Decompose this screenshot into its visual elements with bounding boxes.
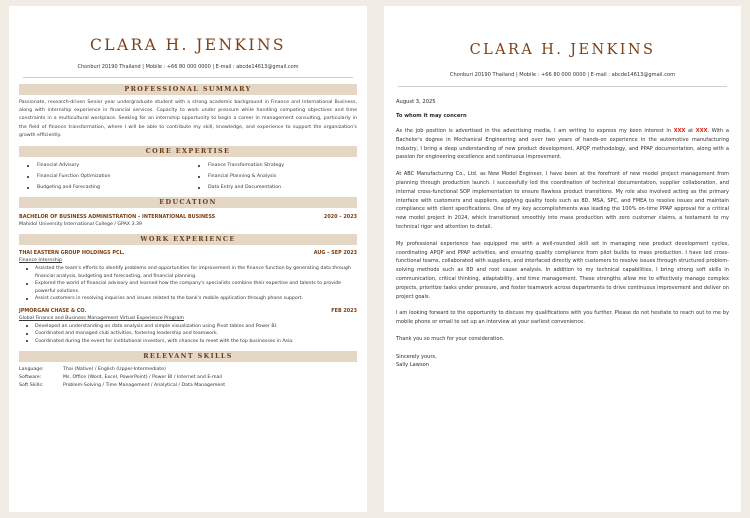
job-bullet: Coordinated during the event for institutional investors, with chances to meet with the top businesses in Asia. xyxy=(25,338,357,346)
resume-contact: Chonburi 20190 Thailand | Mobile : +66 80 000 0000 | E-mail : abcde14613@gmail.com xyxy=(23,64,353,78)
letter-greeting: To whom it may concern xyxy=(396,113,467,119)
job-bullet: Coordinated and managed club activities, fostering leadership and teamwork. xyxy=(25,330,357,338)
job-bullet: Assisted the team's efforts to identify problems and opportunities for improvement in the finance function by generating data through financial analysis, budgeting and forecasting, and financial planning. xyxy=(25,265,357,280)
job-entry xyxy=(19,308,357,346)
core-item: Data Entry and Documentation xyxy=(196,184,357,191)
education-line xyxy=(19,214,357,221)
job-date: FEB 2023 xyxy=(331,307,357,314)
job-bullet: Assist customers in resolving inquiries and issues related to the bank's mobile application through phone support. xyxy=(25,295,357,303)
job-entry xyxy=(19,250,357,303)
cover-name: CLARA H. JENKINS xyxy=(469,42,656,58)
job-bullets xyxy=(25,265,357,303)
skill-value: Thai (Native) / English (Upper-Intermediate) xyxy=(63,367,166,373)
skill-row xyxy=(19,374,357,382)
education-heading: EDUCATION xyxy=(19,197,357,208)
resume-name: CLARA H. JENKINS xyxy=(90,36,286,54)
skill-label: Language: xyxy=(19,367,44,373)
letter-closing: Sincerely yours, xyxy=(396,353,437,360)
work-heading: WORK EXPERIENCE xyxy=(19,234,357,245)
letter-date: August 3, 2025 xyxy=(396,99,436,105)
job-role: Finance Internship xyxy=(19,258,63,264)
core-item: Budgeting and Forecasting xyxy=(25,184,186,191)
letter-paragraph-1 xyxy=(396,127,729,162)
letter-paragraph-4: I am looking forward to the opportunity to discuss my qualifications with you further. Please do not hesitate to reach out to me by mobile phone or email to set up an interview at your earliest convenience. xyxy=(396,310,729,326)
job-header xyxy=(19,308,357,315)
letter-paragraph-5: Thank you so much for your consideration. xyxy=(396,335,505,342)
letter-signoff xyxy=(396,353,729,370)
skill-label: Soft Skills: xyxy=(19,383,44,389)
skill-row xyxy=(19,366,357,374)
job-company: THAI EASTERN GROUP HOLDINGS PCL. xyxy=(19,250,125,257)
job-company: JPMORGAN CHASE & CO. xyxy=(19,307,87,314)
placeholder-company: XXX xyxy=(695,128,708,134)
job-role: Global Finance and Business Management Virtual Experience Program xyxy=(19,315,184,321)
p1-c: . With a Bachelor's degree in Mechanical Engineering and over two years of hands-on experience in the automotive manufacturing industry, I bring a deep understanding of new product development, APQP methodology, and PPAP documentation, along with a passion for engineering excellence and continuous improvement. xyxy=(396,128,729,161)
core-item: Financial Planning & Analysis xyxy=(196,173,357,180)
summary-text: Passionate, research-driven Senior year undergraduate student with a strong academic background in Finance and International Business, along with internship experience in financial services. Capacity to work under pressure while handling competing objectives and time constraints in a multicultural workplace. Seeking for an internship opportunity to begin a career in management consulting, particularly in the field of finance transformation, where I will be able to contribute my skill, knowledge, and experience to support the organization's growth efficiently. xyxy=(19,100,357,138)
core-item: Finance Transformation Strategy xyxy=(196,162,357,169)
placeholder-position: XXX xyxy=(673,128,686,134)
core-item: Financial Advisory xyxy=(25,162,186,169)
skill-value: Ms. Office (Word, Excel, PowerPoint) / Power BI / Internet and E-mail xyxy=(63,375,223,381)
job-bullet: Developed an understanding on data analysis and simple visualization using Pivot tables and Power BI. xyxy=(25,323,357,331)
skill-value: Problem-Solving / Time Management / Analytical / Data Management xyxy=(63,383,226,389)
skill-label: Software: xyxy=(19,375,42,381)
core-item: Financial Function Optimization xyxy=(25,173,186,180)
letter-signer: Sally Lawson xyxy=(396,362,429,369)
job-bullets xyxy=(25,323,357,346)
job-bullet: Explored the world of financial advisory and learned how the company's specialists combine their expertise and talents to provide powerful solutions. xyxy=(25,280,357,295)
core-heading: CORE EXPERTISE xyxy=(19,146,357,157)
letter-paragraph-2: At ABC Manufacturing Co., Ltd. as New Model Engineer, I have been at the forefront of new model project management from planning through production launch. I successfully led the coordination of technical documentation, supplier collaboration, and internal cross-functional SOP implementation to ensure flawless product transitions. My role also involved acting as the primary interface with customers and suppliers, applying quality tools such as 8D, MSA, SPC, and FMEA to resolve issues and maintain compliance with client specifications. One of my key accomplishments was leading the 100% on-time PPAP approval for a critical new model project in 2024, which transitioned smoothly into mass production with zero customer claims, a testament to my technical rigor and attention to detail. xyxy=(396,171,729,230)
p1-a: As the job position is advertised in the advertising media, I am writing to express my keen interest in xyxy=(396,128,674,134)
education-degree: BACHELOR OF BUSINESS ADMINISTRATION – INTERNATIONAL BUSINESS xyxy=(19,214,216,221)
cover-letter-page xyxy=(384,6,741,512)
cover-contact: Chonburi 20190 Thailand | Mobile : +66 80 000 0000 | E-mail : abcde14613@gmail.com xyxy=(398,72,727,87)
core-list xyxy=(25,162,357,191)
p1-b: at xyxy=(685,128,696,134)
job-date: AUG – SEP 2023 xyxy=(313,250,357,257)
skill-row xyxy=(19,382,357,390)
education-years: 2020 – 2023 xyxy=(323,214,357,221)
skills-heading: RELEVANT SKILLS xyxy=(19,351,357,362)
resume-page xyxy=(9,6,367,512)
letter-paragraph-3: My professional experience has equipped me with a well-rounded skill set in managing new product development cycles, coordinating APQP and PPAP activities, and ensuring quality compliance from pilot builds to mass production. I have led cross-functional teams, collaborated with suppliers, and interfaced directly with customers to resolve issues through structured problem-solving methods such as 8D and root cause analysis. In addition to my technical capabilities, I bring strong soft skills in communication, critical thinking, adaptability, and time management. These strengths allow me to effectively manage complex projects, prioritize tasks under pressure, and foster teamwork across departments to drive continuous improvement and deliver on project goals. xyxy=(396,240,729,300)
summary-heading: PROFESSIONAL SUMMARY xyxy=(19,84,357,95)
education-school: Mahidol University International College / GPAX 3.39 xyxy=(19,222,142,228)
skills-list xyxy=(19,366,357,390)
job-header xyxy=(19,250,357,257)
